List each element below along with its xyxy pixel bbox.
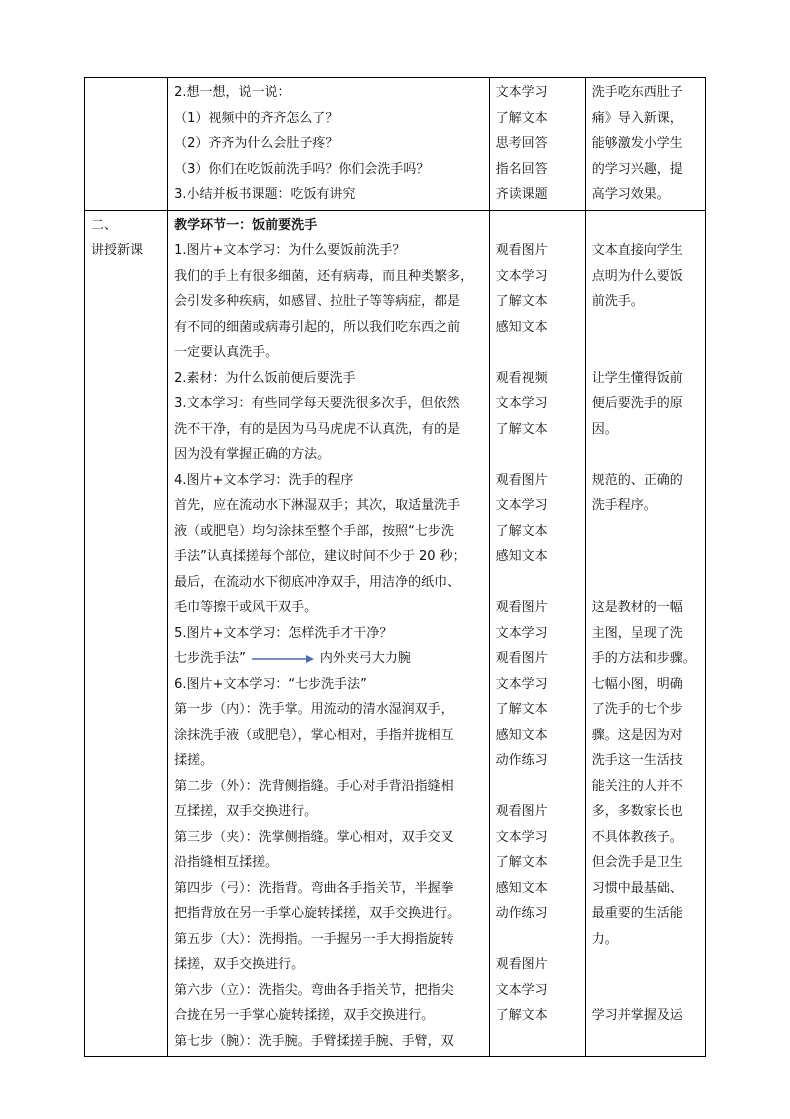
mnemonic-line bbox=[174, 646, 483, 672]
right-arrow-icon bbox=[252, 654, 314, 664]
step-line: 第二步（外）：洗背侧指缝。手心对手背沿指缝相 bbox=[174, 778, 454, 794]
content-line: 我们的手上有很多细菌，还有病毒，而且种类繁多， bbox=[174, 268, 474, 284]
step-line: 把指背放在另一手掌心旋转揉搓，双手交换进行。 bbox=[174, 906, 461, 921]
activity-line: 文本学习 bbox=[495, 268, 548, 284]
activity-line: 文本学习 bbox=[495, 625, 548, 641]
activity-line: 观看图片 bbox=[495, 651, 548, 666]
content-line: 6.图片+文本学习：“七步洗手法” bbox=[174, 676, 367, 692]
intent-line: 便后要洗手的原 bbox=[591, 396, 683, 411]
content-line: （3）你们在吃饭前洗手吗？你们会洗手吗？ bbox=[174, 161, 430, 177]
intent-line: 因。 bbox=[591, 421, 618, 437]
activity-line: 感知文本 bbox=[495, 880, 548, 896]
content-line: 液（或肥皂）均匀涂抹至整个手部，按照“七步洗 bbox=[174, 523, 454, 539]
content-line: 2.素材：为什么饭前便后要洗手 bbox=[174, 370, 356, 386]
section-heading: 教学环节一：饭前要洗手 bbox=[174, 217, 318, 233]
section-cell bbox=[85, 78, 168, 211]
intent-line: 规范的、正确的 bbox=[591, 472, 683, 488]
content-line: 1.图片+文本学习：为什么要饭前洗手？ bbox=[174, 243, 406, 258]
mnemonic-right: 内外夹弓大力腕 bbox=[319, 651, 411, 666]
activity-cell bbox=[489, 210, 585, 1057]
step-line: 涂抹洗手液（或肥皂），掌心相对，手指并拢相互 bbox=[174, 727, 454, 743]
section-cell bbox=[85, 210, 168, 1057]
activity-line: 文本学习 bbox=[495, 396, 548, 411]
intent-line: 多，多数家长也 bbox=[591, 804, 683, 819]
activity-line: 了解文本 bbox=[495, 855, 548, 870]
content-line: 会引发多种疾病，如感冒、拉肚子等等病症，都是 bbox=[174, 294, 461, 309]
step-line: 第六步（立）：洗指尖。弯曲各手指关节，把指尖 bbox=[174, 982, 454, 998]
step-line: 第三步（夹）：洗掌侧指缝。掌心相对，双手交叉 bbox=[174, 829, 454, 845]
intent-line: 骤。这是因为对 bbox=[591, 727, 683, 743]
intent-line: 习惯中最基础、 bbox=[591, 880, 683, 896]
intent-line: 最重要的生活能 bbox=[591, 906, 683, 921]
activity-line: 观看图片 bbox=[495, 472, 548, 488]
content-cell bbox=[168, 78, 490, 211]
intent-line: 但会洗手是卫生 bbox=[591, 855, 683, 870]
step-line: 第五步（大）：洗拇指。一手握另一手大拇指旋转 bbox=[174, 931, 454, 947]
content-line: （2）齐齐为什么会肚子疼？ bbox=[174, 136, 339, 151]
content-line: 手法”认真揉搓每个部位，建议时间不少于 20 秒； bbox=[174, 549, 466, 564]
lesson-plan-table bbox=[84, 77, 706, 1057]
content-cell bbox=[168, 210, 490, 1057]
section-number: 二、 bbox=[91, 217, 118, 233]
intent-line: 主图，呈现了洗 bbox=[591, 625, 683, 641]
content-line: 洗不干净，有的是因为马马虎虎不认真洗，有的是 bbox=[174, 421, 461, 437]
intent-line: 前洗手。 bbox=[591, 294, 644, 309]
activity-line: 观看图片 bbox=[495, 957, 548, 972]
activity-line: 感知文本 bbox=[495, 319, 548, 335]
intent-cell bbox=[585, 78, 705, 211]
activity-line: 观看图片 bbox=[495, 600, 548, 615]
activity-line: 感知文本 bbox=[495, 727, 548, 743]
intent-line: 这是教材的一幅 bbox=[591, 600, 683, 615]
intent-line: 能够激发小学生 bbox=[591, 136, 683, 151]
activity-line: 了解文本 bbox=[495, 523, 548, 539]
activity-line: 观看图片 bbox=[495, 243, 548, 258]
intent-line: 痛》导入新课， bbox=[591, 110, 683, 126]
intent-line: 洗手程序。 bbox=[591, 498, 657, 513]
content-line: 3.小结并板书课题：吃饭有讲究 bbox=[174, 187, 356, 202]
step-line: 合拢在另一手掌心旋转揉搓，双手交换进行。 bbox=[174, 1008, 435, 1023]
intent-line: 洗手这一生活技 bbox=[591, 753, 683, 768]
intent-line: 的学习兴趣，提 bbox=[591, 161, 683, 177]
intent-line: 文本直接向学生 bbox=[591, 243, 683, 258]
content-line: 首先，应在流动水下淋湿双手；其次，取适量洗手 bbox=[174, 498, 461, 513]
mnemonic-left: 七步洗手法” bbox=[174, 651, 246, 666]
intent-line: 了洗手的七个步 bbox=[591, 702, 683, 717]
intent-line: 手的方法和步骤。 bbox=[591, 651, 696, 666]
activity-line: 了解文本 bbox=[495, 702, 548, 717]
activity-line: 动作练习 bbox=[495, 753, 548, 768]
intent-line: 点明为什么要饭 bbox=[591, 268, 683, 284]
content-line: 一定要认真洗手。 bbox=[174, 345, 279, 360]
content-line: （1）视频中的齐齐怎么了？ bbox=[174, 110, 339, 126]
step-line: 第七步（腕）：洗手腕。手臂揉搓手腕、手臂，双 bbox=[174, 1033, 454, 1049]
intent-line: 能关注的人并不 bbox=[591, 778, 683, 794]
activity-line: 了解文本 bbox=[495, 294, 548, 309]
content-line: 4.图片+文本学习：洗手的程序 bbox=[174, 472, 354, 488]
step-line: 揉搓。 bbox=[174, 753, 214, 768]
step-line: 第一步（内）：洗手掌。用流动的清水湿润双手， bbox=[174, 702, 454, 717]
table-row bbox=[85, 78, 706, 211]
section-title: 讲授新课 bbox=[91, 243, 144, 258]
intent-cell bbox=[585, 210, 705, 1057]
step-line: 第四步（弓）：洗指背。弯曲各手指关节，半握拳 bbox=[174, 880, 454, 896]
intent-line: 七幅小图，明确 bbox=[591, 676, 683, 692]
activity-line: 了解文本 bbox=[495, 110, 548, 126]
table-row bbox=[85, 210, 706, 1057]
step-line: 互揉搓，双手交换进行。 bbox=[174, 804, 318, 819]
activity-line: 思考回答 bbox=[495, 136, 548, 151]
activity-line: 文本学习 bbox=[495, 829, 548, 845]
content-line: 因为没有掌握正确的方法。 bbox=[174, 447, 331, 462]
activity-line: 感知文本 bbox=[495, 549, 548, 564]
step-line: 沿指缝相互揉搓。 bbox=[174, 855, 279, 870]
content-line: 毛巾等擦干或风干双手。 bbox=[174, 600, 318, 615]
intent-line: 不具体教孩子。 bbox=[591, 829, 683, 845]
content-line: 有不同的细菌或病毒引起的，所以我们吃东西之前 bbox=[174, 319, 461, 335]
activity-line: 了解文本 bbox=[495, 1008, 548, 1023]
content-line: 最后，在流动水下彻底冲净双手，用洁净的纸巾、 bbox=[174, 574, 461, 590]
content-line: 3.文本学习：有些同学每天要洗很多次手，但依然 bbox=[174, 396, 460, 411]
activity-cell bbox=[489, 78, 585, 211]
content-line: 2.想一想，说一说： bbox=[174, 85, 291, 100]
intent-line: 洗手吃东西肚子 bbox=[591, 85, 683, 100]
activity-line: 观看图片 bbox=[495, 804, 548, 819]
activity-line: 文本学习 bbox=[495, 676, 548, 692]
step-line: 揉搓，双手交换进行。 bbox=[174, 957, 305, 972]
activity-line: 文本学习 bbox=[495, 982, 548, 998]
content-line: 5.图片+文本学习：怎样洗手才干净？ bbox=[174, 625, 393, 641]
activity-line: 指名回答 bbox=[495, 161, 548, 177]
intent-line: 高学习效果。 bbox=[591, 187, 670, 202]
intent-line: 让学生懂得饭前 bbox=[591, 370, 683, 386]
activity-line: 了解文本 bbox=[495, 421, 548, 437]
activity-line: 文本学习 bbox=[495, 85, 548, 100]
activity-line: 文本学习 bbox=[495, 498, 548, 513]
activity-line: 齐读课题 bbox=[495, 187, 548, 202]
activity-line: 动作练习 bbox=[495, 906, 548, 921]
intent-line: 力。 bbox=[591, 931, 618, 947]
intent-line: 学习并掌握及运 bbox=[591, 1008, 683, 1023]
activity-line: 观看视频 bbox=[495, 370, 548, 386]
